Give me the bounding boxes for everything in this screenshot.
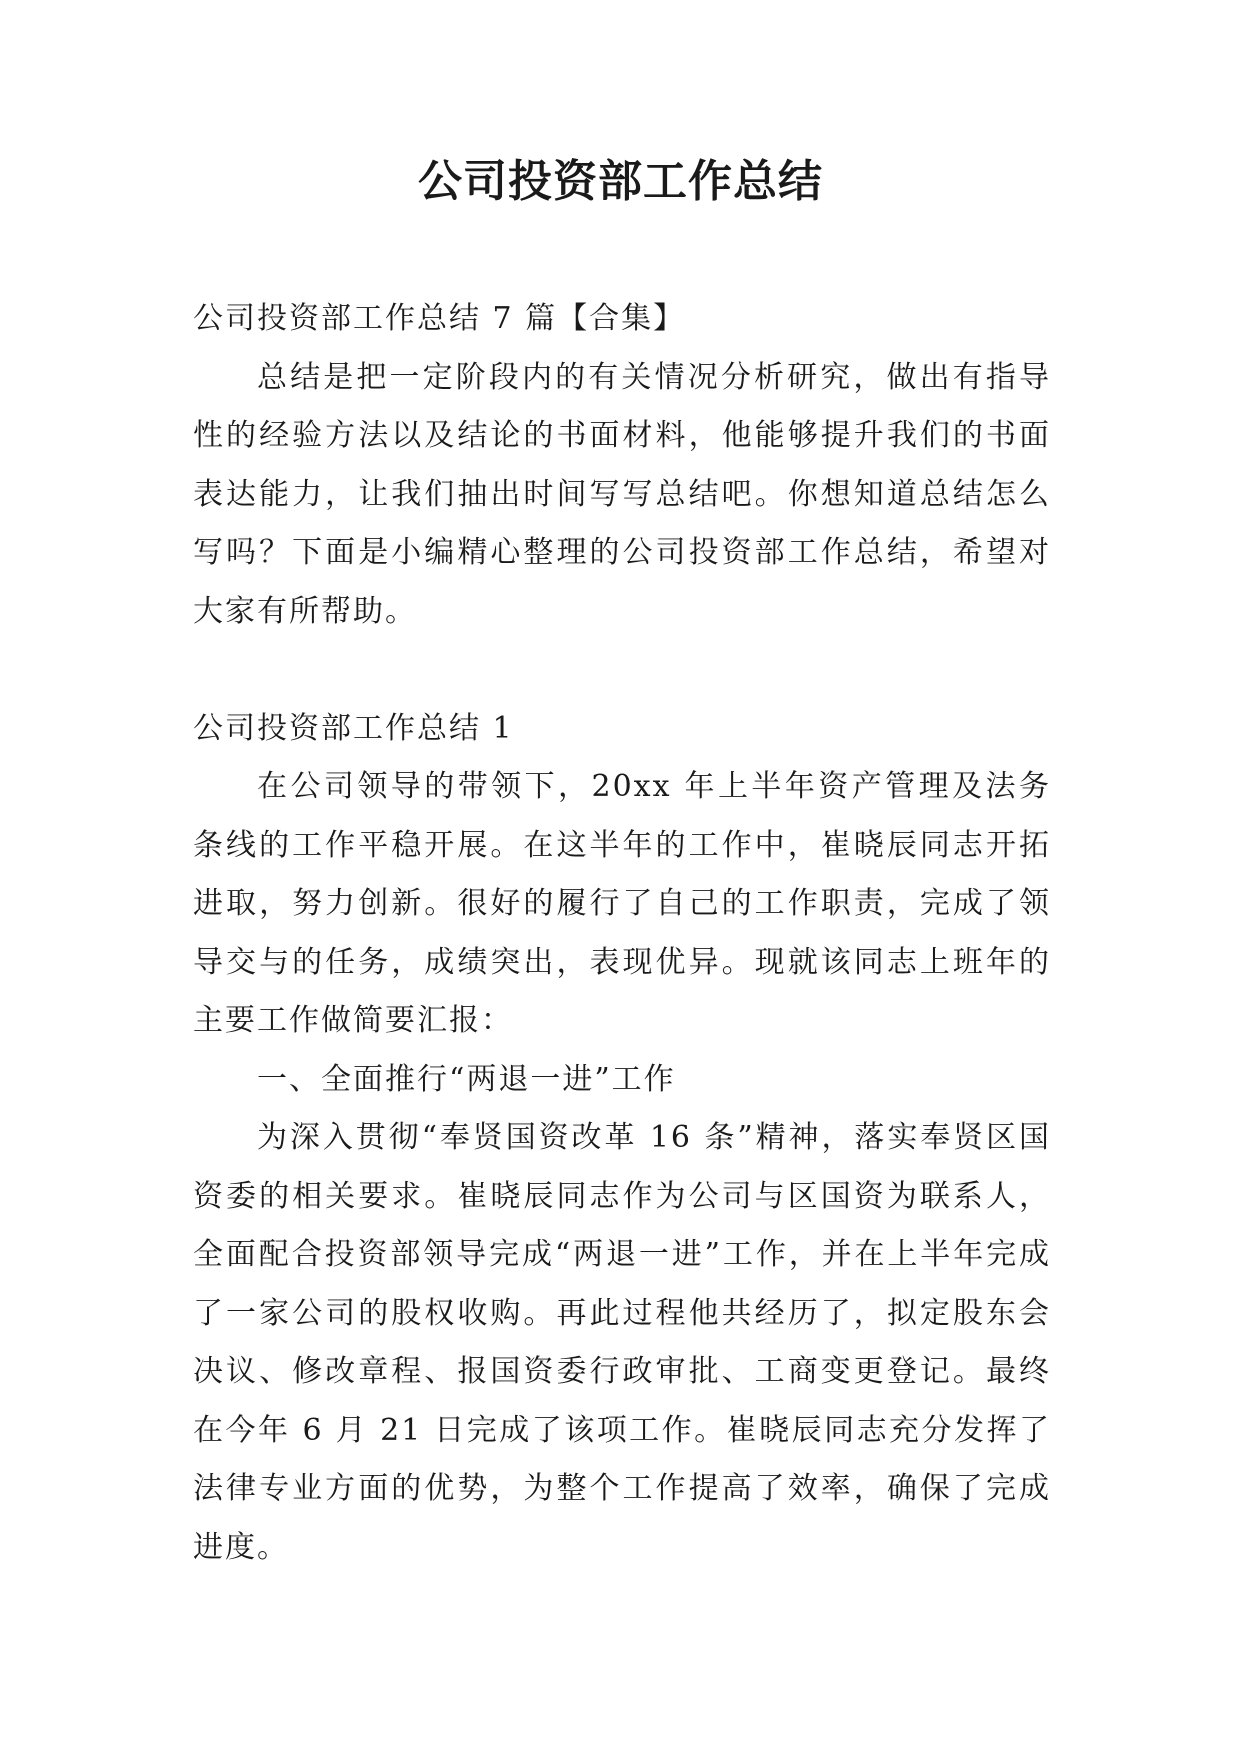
document-title: 公司投资部工作总结 — [418, 156, 823, 207]
body-paragraph: 在公司领导的带领下，20xx 年上半年资产管理及法务条线的工作平稳开展。在这半年的工作中，崔晓辰同志开拓进取，努力创新。很好的履行了自己的工作职责，完成了领导交与的任务，成绩突出，表现优异。现就该同志上班年的主要工作做简要汇报： — [193, 769, 1051, 1038]
body-paragraph: 为深入贯彻“奉贤国资改革 16 条”精神，落实奉贤区国资委的相关要求。崔晓辰同志作为公司与区国资为联系人，全面配合投资部领导完成“两退一进”工作，并在上半年完成了一家公司的股权收购。再此过程他共经历了，拟定股东会决议、修改章程、报国资委行政审批、工商变更登记。最终在今年 6 月 21 日完成了该项工作。崔晓辰同志充分发挥了法律专业方面的优势，为整个工作提高了效率，确保了完成进度。 — [193, 1120, 1051, 1565]
document-body — [193, 290, 1051, 1577]
intro-paragraph: 总结是把一定阶段内的有关情况分析研究，做出有指导性的经验方法以及结论的书面材料，他能够提升我们的书面表达能力，让我们抽出时间写写总结吧。你想知道总结怎么写吗？下面是小编精心整理的公司投资部工作总结，希望对大家有所帮助。 — [193, 359, 1051, 629]
section-heading: 公司投资部工作总结 1 — [193, 710, 514, 746]
section-spacer — [193, 641, 1051, 700]
document-subtitle: 公司投资部工作总结 7 篇【合集】 — [193, 301, 686, 336]
item-heading: 一、全面推行“两退一进”工作 — [257, 1061, 676, 1097]
